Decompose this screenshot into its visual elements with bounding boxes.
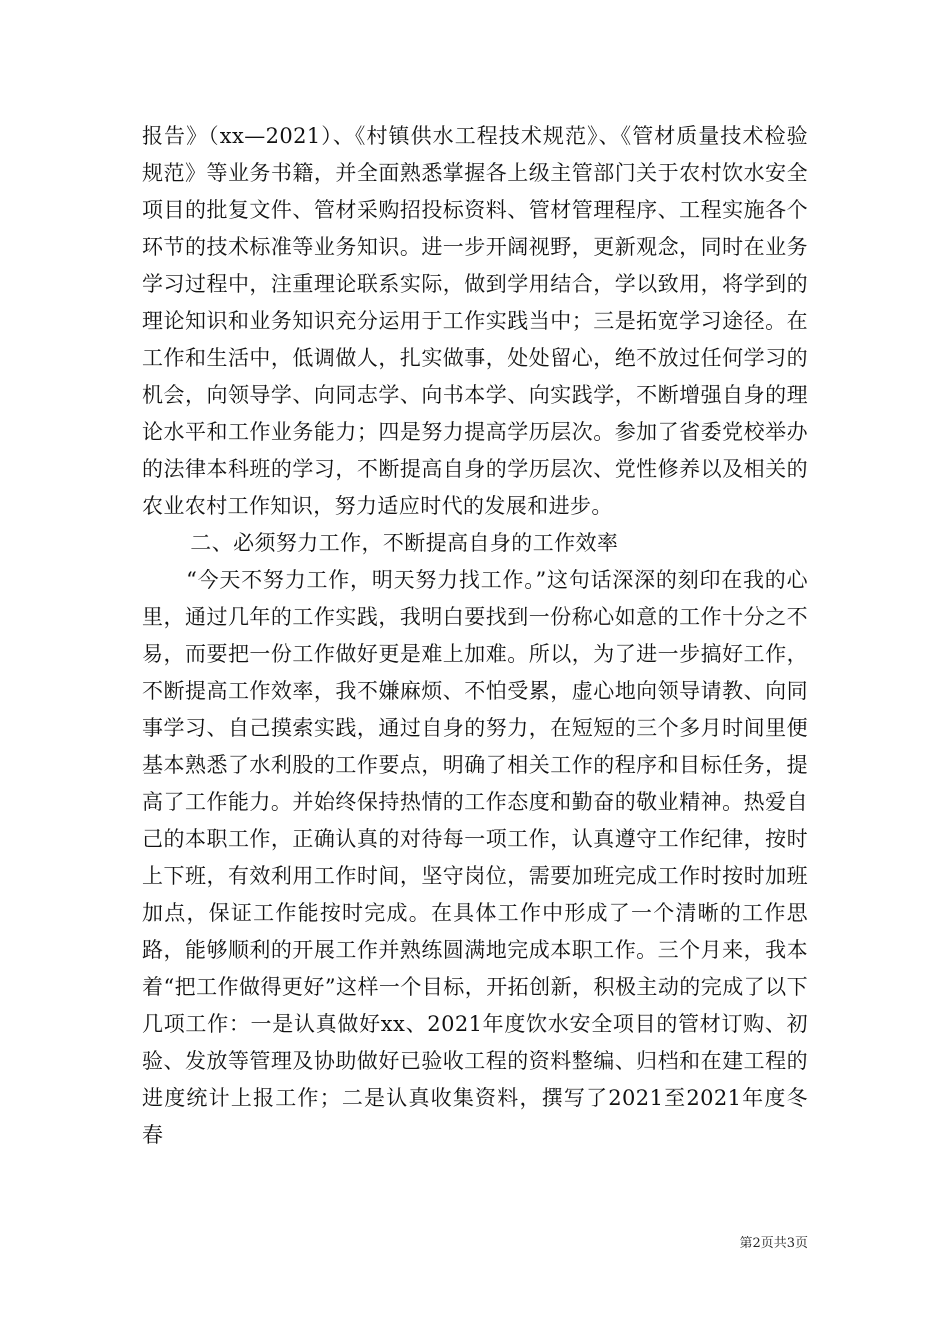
document-body: [142, 118, 808, 1154]
paragraph-continuation: 报告》（xx—2021）、《村镇供水工程技术规范》、《管材质量技术检验规范》等业务书籍，并全面熟悉掌握各上级主管部门关于农村饮水安全项目的批复文件、管材采购招投标资料、管材管理程序、工程实施各个环节的技术标准等业务知识。进一步开阔视野，更新观念，同时在业务学习过程中，注重理论联系实际，做到学用结合，学以致用，将学到的理论知识和业务知识充分运用于工作实践当中；三是拓宽学习途径。在工作和生活中，低调做人，扎实做事，处处留心，绝不放过任何学习的机会，向领导学、向同志学、向书本学、向实践学，不断增强自身的理论水平和工作业务能力；四是努力提高学历层次。参加了省委党校举办的法律本科班的学习，不断提高自身的学历层次、党性修养以及相关的农业农村工作知识，努力适应时代的发展和进步。: [142, 124, 808, 518]
page-number-footer: 第2页共3页: [739, 1236, 808, 1251]
section-heading: 二、必须努力工作，不断提高自身的工作效率: [190, 531, 619, 555]
paragraph-body: “今天不努力工作，明天努力找工作。”这句话深深的刻印在我的心里，通过几年的工作实践，我明白要找到一份称心如意的工作十分之不易，而要把一份工作做好更是难上加难。所以，为了进一步搞好工作，不断提高工作效率，我不嫌麻烦、不怕受累，虚心地向领导请教、向同事学习、自己摸索实践，通过自身的努力，在短短的三个多月时间里便基本熟悉了水利股的工作要点，明确了相关工作的程序和目标任务，提高了工作能力。并始终保持热情的工作态度和勤奋的敬业精神。热爱自己的本职工作，正确认真的对待每一项工作，认真遵守工作纪律，按时上下班，有效利用工作时间，坚守岗位，需要加班完成工作时按时加班加点，保证工作能按时完成。在具体工作中形成了一个清晰的工作思路，能够顺利的开展工作并熟练圆满地完成本职工作。三个月来，我本着“把工作做得更好”这样一个目标，开拓创新，积极主动的完成了以下几项工作：一是认真做好xx、2021年度饮水安全项目的管材订购、初验、发放等管理及协助做好已验收工程的资料整编、归档和在建工程的进度统计上报工作；二是认真收集资料，撰写了2021至2021年度冬春: [142, 568, 808, 1147]
